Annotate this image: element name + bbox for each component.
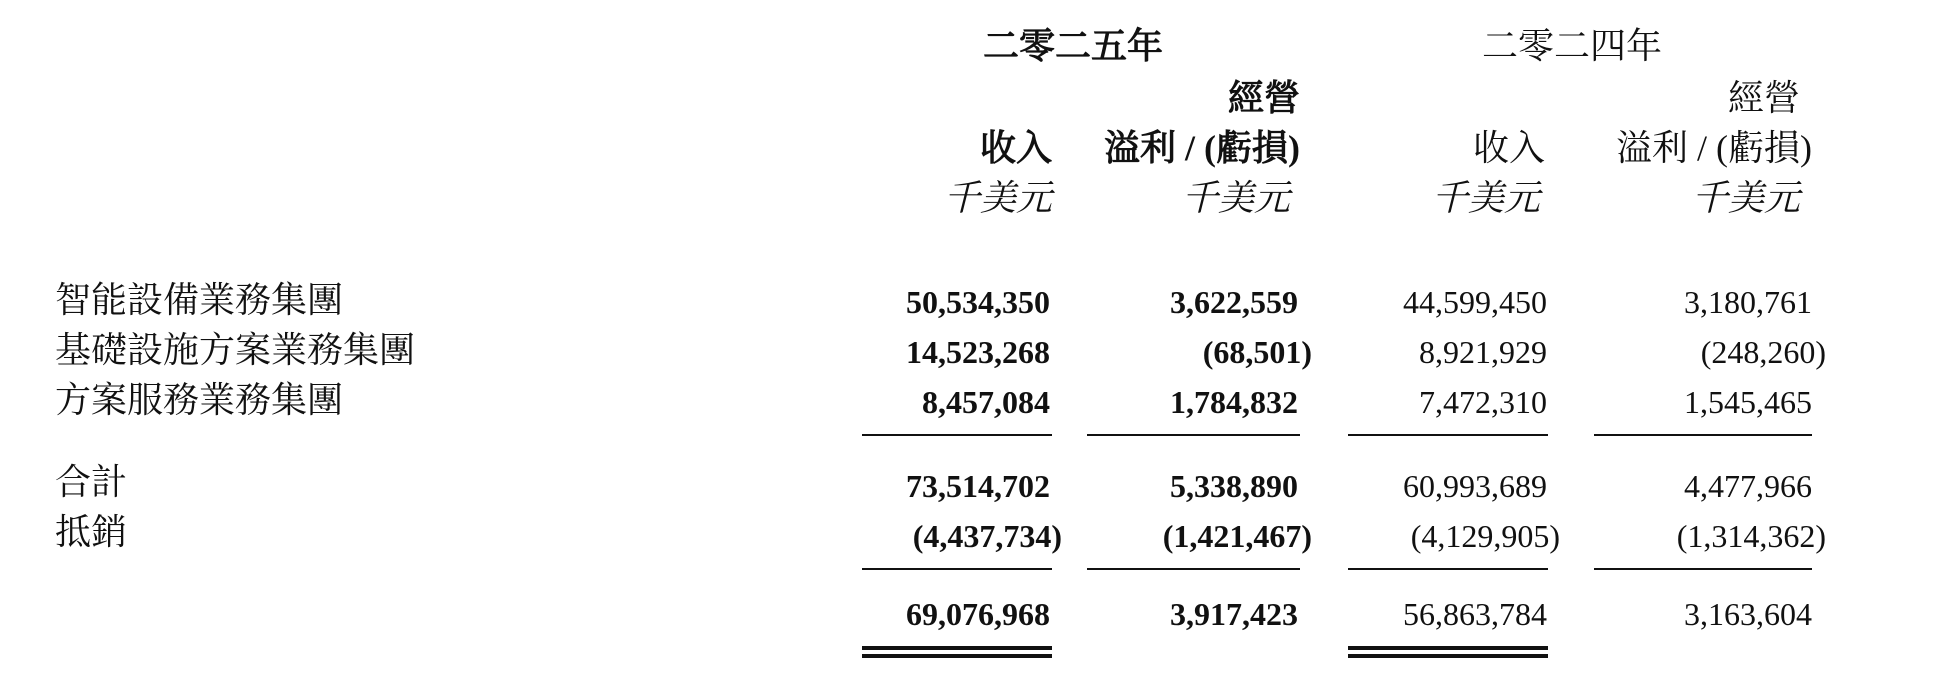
total-pl-2024: 3,163,604 (1684, 596, 1812, 632)
row-solutions-services-pl-2025: 1,784,832 (1170, 384, 1298, 420)
row-label-smart-devices: 智能設備業務集團 (55, 280, 344, 320)
row-infrastructure-rev-2024: 8,921,929 (1419, 334, 1547, 370)
row-smart-devices-pl-2024: 3,180,761 (1684, 284, 1812, 320)
year-2025-header: 二零二五年 (982, 26, 1164, 66)
subtotal-rev-2025: 73,514,702 (906, 468, 1050, 504)
total-rule-rev-2025 (862, 568, 1052, 570)
elimination-label: 抵銷 (55, 512, 128, 552)
row-label-solutions-services: 方案服務業務集團 (55, 380, 344, 420)
subtotal-pl-2025: 5,338,890 (1170, 468, 1298, 504)
subtotal-rule-rev-2024 (1348, 434, 1548, 436)
total-rule-pl-2024 (1594, 568, 1812, 570)
elimination-pl-2024: (1,314,362) (1676, 518, 1826, 554)
double-rule-top-rev-2025 (862, 646, 1052, 650)
operating-label-2024: 經營 (1727, 78, 1800, 118)
unit-label-2024-profit: 千美元 (1691, 178, 1800, 218)
operating-label-2025: 經營 (1227, 78, 1300, 118)
row-solutions-services-pl-2024: 1,545,465 (1684, 384, 1812, 420)
total-rev-2025: 69,076,968 (906, 596, 1050, 632)
row-solutions-services-rev-2024: 7,472,310 (1419, 384, 1547, 420)
elimination-pl-2025: (1,421,467) (1162, 518, 1312, 554)
subtotal-rule-pl-2024 (1594, 434, 1812, 436)
unit-label-2024-revenue: 千美元 (1431, 178, 1540, 218)
revenue-label-2025: 收入 (979, 128, 1052, 168)
row-infrastructure-pl-2025: (68,501) (1202, 334, 1312, 370)
profit-loss-label-2025: 溢利 / (虧損) (1104, 128, 1300, 168)
row-smart-devices-pl-2025: 3,622,559 (1170, 284, 1298, 320)
year-2024-header: 二零二四年 (1481, 26, 1663, 66)
profit-loss-label-2024: 溢利 / (虧損) (1616, 128, 1812, 168)
subtotal-rev-2024: 60,993,689 (1403, 468, 1547, 504)
double-rule-bottom-rev-2024 (1348, 654, 1548, 658)
revenue-label-2024: 收入 (1472, 128, 1545, 168)
row-smart-devices-rev-2025: 50,534,350 (906, 284, 1050, 320)
row-solutions-services-rev-2025: 8,457,084 (922, 384, 1050, 420)
unit-label-2025-profit: 千美元 (1181, 178, 1290, 218)
unit-label-2025-revenue: 千美元 (943, 178, 1052, 218)
row-smart-devices-rev-2024: 44,599,450 (1403, 284, 1547, 320)
subtotal-rule-rev-2025 (862, 434, 1052, 436)
total-rule-pl-2025 (1087, 568, 1300, 570)
subtotal-rule-pl-2025 (1087, 434, 1300, 436)
total-rule-rev-2024 (1348, 568, 1548, 570)
subtotal-label: 合計 (55, 462, 128, 502)
double-rule-top-rev-2024 (1348, 646, 1548, 650)
elimination-rev-2025: (4,437,734) (912, 518, 1062, 554)
row-infrastructure-pl-2024: (248,260) (1700, 334, 1826, 370)
subtotal-pl-2024: 4,477,966 (1684, 468, 1812, 504)
double-rule-bottom-rev-2025 (862, 654, 1052, 658)
row-label-infrastructure: 基礎設施方案業務集團 (55, 330, 416, 370)
total-pl-2025: 3,917,423 (1170, 596, 1298, 632)
elimination-rev-2024: (4,129,905) (1410, 518, 1560, 554)
row-infrastructure-rev-2025: 14,523,268 (906, 334, 1050, 370)
total-rev-2024: 56,863,784 (1403, 596, 1547, 632)
